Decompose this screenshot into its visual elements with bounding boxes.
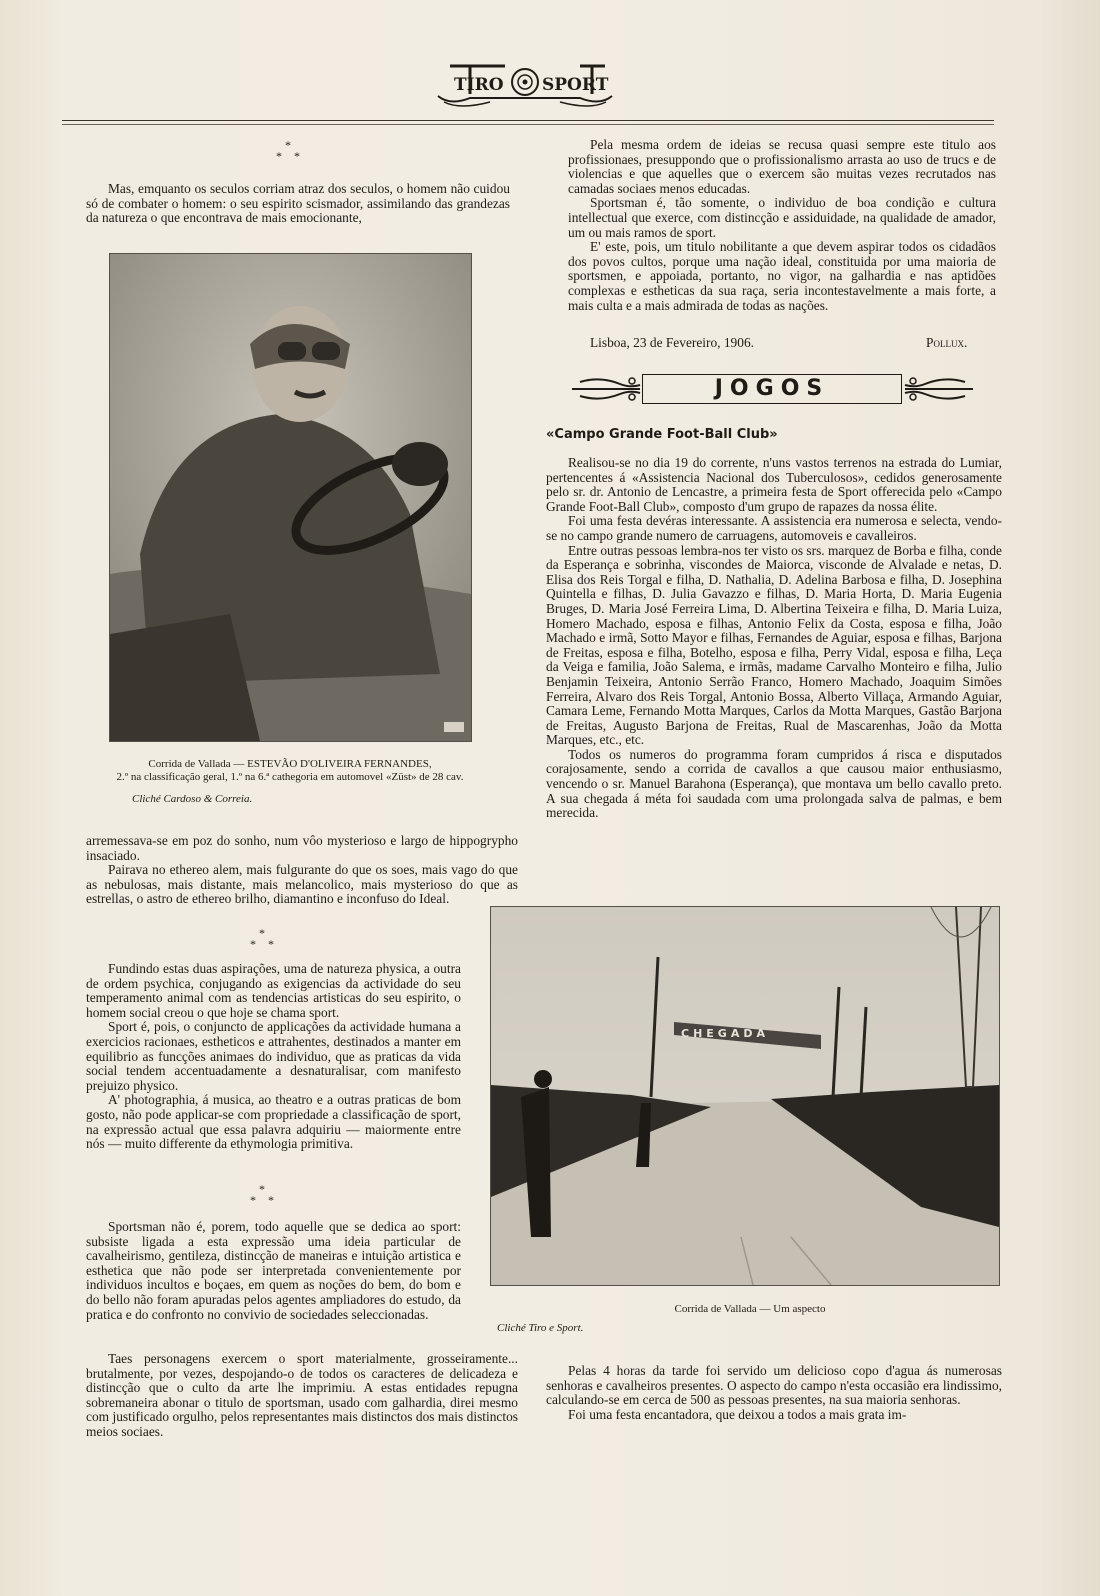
article-column-left [86,1220,461,1322]
paragraph: Realisou-se no dia 19 do corrente, n'uns vastos terrenos na estrada do Lumiar, pertencentes á «Assistencia Nacional dos Tuberculosos», cedidos generosamente pelo sr. dr. Antonio de Lencastre, a primeira festa de Sport offerecida pelo «Campo Grande Foot-Ball Club», composto d'um grupo de rapazes da nossa élite. [546,455,1002,514]
article-column-left [86,1352,518,1440]
paragraph: Sportsman não é, porem, todo aquelle que se dedica ao sport: subsiste ligada a esta expressão uma ideia particular de cavalheirismo, gentileza, distincção de maneiras e intuição artistica e esthetica que não pode ser interpretada convenientemente por individuos incultos e boçaes, em quem as noções do bem, do bom e do bello não foram apuradas pelos agentes ampliadores do estudo, da pratica e do confronto no convivio de sociedades seleccionadas. [86,1219,461,1322]
paragraph: Sportsman é, tão somente, o individuo de boa condição e cultura intellectual que exerce, com distincção e assiduidade, na qualidade de amador, um ou mais ramos de sport. [568,195,996,240]
section-header-jogos [570,372,975,408]
photo-finish-line [490,906,1000,1286]
article-column-left [86,834,518,907]
paragraph: Entre outras pessoas lembra-nos ter visto os srs. marquez de Borba e filha, conde da Esperança e sobrinha, viscondes de Maiorca, visconde de Alvalade e netas, D. Elisa dos Reis Torgal e filha, D. Nathalia, D. Adelina Barbosa e filha, D. Josephina Quintella e filhas, D. Julia Gavazzo e filhas, D. Maria Horta, D. Maria Eugenia Bruges, D. Maria José Ferreira Lima, D. Albertina Teixeira e filha, D. Maria Luiza, Homero Machado, esposa e filhas, Antonio Felix da Costa, esposa e filha, João Machado e irmã, Sotto Mayor e filhas, Fernandes de Aguiar, esposa e filhas, Barjona de Freitas, esposa e filha, Botelho, esposa e filha, Perry Vidal, esposa e filha, Leça da Veiga e familia, João Salema, e irmãs, madame Carvalho Monteiro e filha, Julio Benjamin Teixeira, Antonio Serrão Franco, Homero Machado, Joaquim Simões Ferreira, Alvaro dos Reis Torgal, Antonio Bossa, Alberto Villaça, Armando Aguiar, Camara Leme, Fernando Motta Marques, Carlos da Motta Marques, Gastão Barjona de Freitas, Augusto Barjona de Freitas, Rual de Mascarenhas, João da Motta Marques, etc., etc. [546,542,1002,748]
ornament-right-icon [903,372,975,406]
article-column-right [546,1364,1002,1422]
driver-photo-illustration [110,254,471,741]
paragraph: Pairava no ethereo alem, mais fulgurante do que os soes, mais vago do que as nebulosas, mais distante, mais melancolico, mais mysterioso do que as estrellas, o astro de ethereo brilho, diamantino e inconfuso do Ideal. [86,862,518,907]
photo-caption: Corrida de Vallada — Um aspecto [674,1303,826,1315]
photo-credit: Cliché Cardoso & Correia. [132,793,253,805]
place-date: Lisboa, 23 de Fevereiro, 1906. [590,335,754,350]
article-subheading: «Campo Grande Foot-Ball Club» [546,427,778,442]
svg-text:TIRO: TIRO [454,75,504,95]
paragraph: arremessava-se em poz do sonho, num vôo mysterioso e largo de hippogrypho insaciado. [86,833,518,863]
photo-credit: Cliché Tiro e Sport. [497,1322,584,1334]
paragraph: Foi uma festa devéras interessante. A assistencia era numerosa e selecta, vendo-se no campo grande numero de carruagens, automoveis e cavalleiros. [546,513,1002,543]
caption-line: Corrida de Vallada — ESTEVÃO D'OLIVEIRA FERNANDES, [148,758,432,770]
paragraph: Taes personagens exercem o sport materialmente, grosseiramente... brutalmente, por vezes, despojando-o de todos os caracteres de delicadeza e distincção que o culto da arte lhe imprimiu. A estas entidades repugna sobremaneira abonar o titulo de sportsman, usado com galhardia, direi mesmo com justificado orgulho, pelos representantes mais distinctos dos mais distinctos meios sociaes. [86,1351,518,1439]
paragraph: Foi uma festa encantadora, que deixou a todos a mais grata im- [568,1406,907,1422]
paragraph: Mas, emquanto os seculos corriam atraz dos seculos, o homem não cuidou só de combater o homem: o seu espirito scismador, assimilando das grandezas da natureza o que encontrava de mais emocionante, [86,181,510,226]
article-column-left [86,962,461,1152]
article-paragraph [86,182,510,226]
article-column-right [546,456,1002,821]
header-rule [62,120,994,121]
section-stars: * * * [250,926,274,951]
author-signature: Pollux. [926,335,968,350]
finish-line-illustration [491,907,999,1285]
paragraph: E' este, pois, um titulo nobilitante a que devem aspirar todos os cidadãos dos povos cultos, porque uma nação ideal, constituida por uma maioria de sportsmen, e appoiada, portanto, no vigor, na galhardia e nas aptidões complexas e estheticas da sua raça, seria incontestavelmente a mais forte, a mais culta e a mais admirada de todas as nações. [568,239,996,313]
paragraph: Pela mesma ordem de ideias se recusa quasi sempre este titulo aos profissionaes, presuppondo que o profissionalismo arrasta ao uso de trucs e de violencias e que aquelles que o exercem são muitas vezes recrutados nas camadas sociaes menos educadas. [568,137,996,196]
banner-text: CHEGADA [681,1027,769,1040]
svg-text:SPORT: SPORT [542,75,609,95]
header-rule-thin [62,124,994,125]
section-stars: * * * [276,138,300,163]
paragraph: A' photographia, á musica, ao theatro e a outras praticas de bom gosto, não pode applicar-se com propriedade a classificação de sport, na expressão actual que essa palavra adquiriu — maiormente entre nós — muito differente da ethymologia primitiva. [86,1092,461,1152]
paragraph: Fundindo estas duas aspirações, uma de natureza physica, a outra de ordem psychica, conjugando as exigencias da actividade do seu temperamento animal com as tendencias artisticas do seu espirito, o homem social creou o que hoje se chama sport. [86,961,461,1020]
section-title: JOGOS [642,374,902,404]
paragraph: Sport é, pois, o conjuncto de applicações da actividade humana a exercicios racionaes, estheticos e attrahentes, destinados a manter em equilibrio as funcções animaes do individuo, que as praticas da vida social tendem accentuadamente a desnaturalisar, com manifesto prejuizo physico. [86,1019,461,1093]
paragraph: Todos os numeros do programma foram cumpridos á risca e disputados corajosamente, sendo a corrida de cavallos a que causou maior enthusiasmo, vencendo o sr. Manuel Barahona (Esperança), que montava um bello cavallo preto. A sua chegada á méta foi saudada com uma prolongada salva de palmas, e bem merecida. [546,746,1002,821]
paragraph: Pelas 4 horas da tarde foi servido um delicioso copo d'agua ás numerosas senhoras e cavalheiros presentes. O aspecto do campo n'esta occasião era lindissimo, calculando-se em cerca de 500 as pessoas presentes, na sua maioria senhoras. [546,1363,1002,1408]
ornament-left-icon [570,372,642,406]
caption-line: 2.º na classificação geral, 1.º na 6.ª cathegoria em automovel «Züst» de 28 cav. [116,770,464,783]
article-column-right [568,138,996,313]
photo-caption [100,758,480,783]
photo-driver [109,253,472,742]
section-stars: * * * [250,1182,274,1207]
masthead-logo [430,58,620,114]
